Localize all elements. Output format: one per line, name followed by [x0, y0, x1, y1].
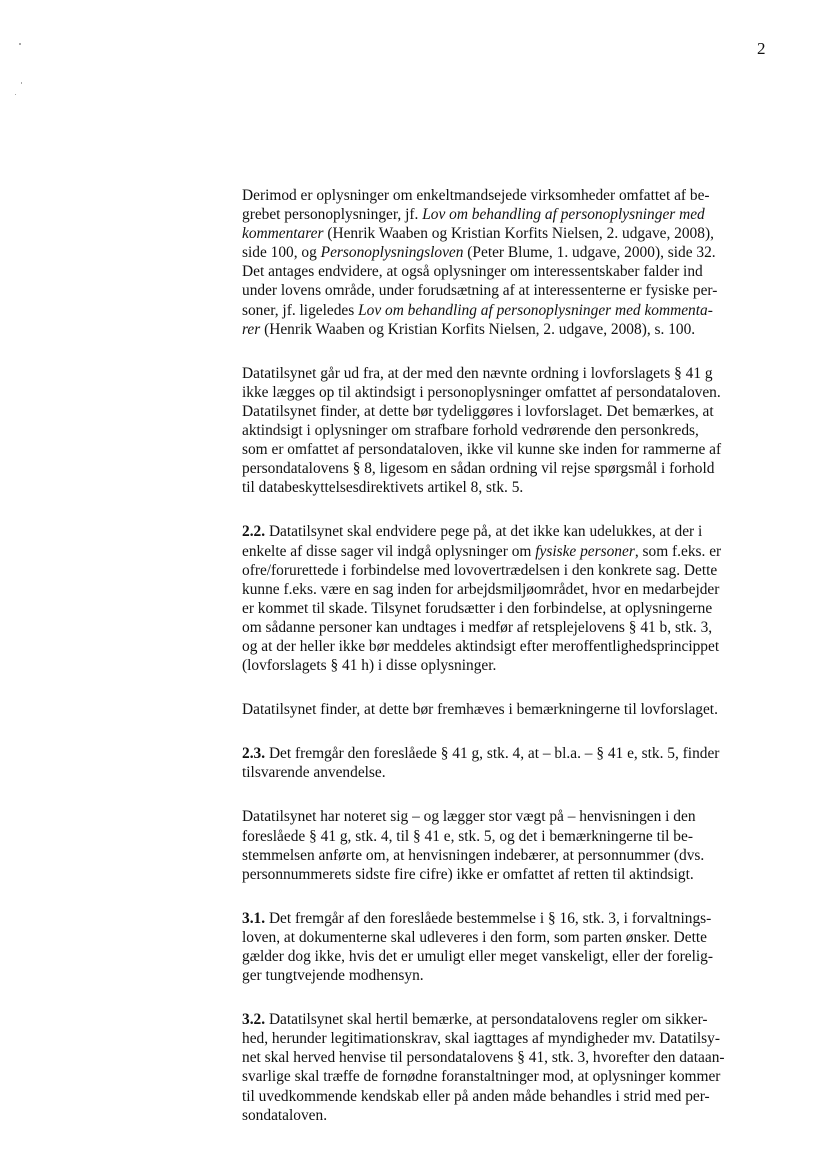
text-line	[242, 243, 772, 262]
text-line	[242, 928, 772, 947]
text-run: hed, herunder legitimationskrav, skal iagttages af myndigheder mv. Datatilsy-	[242, 1030, 720, 1048]
text-run: persondatalovens § 8, ligesom en sådan ordning vil rejse spørgsmål i forhold	[242, 460, 715, 478]
text-line	[242, 281, 772, 300]
text-line	[242, 656, 772, 675]
text-run: gælder dog ikke, hvis det er umuligt eller meget vanskeligt, eller der forelig-	[242, 948, 713, 965]
paragraph-p4	[242, 700, 772, 719]
text-run: net skal herved henvise til persondatalovens § 41, stk. 3, hvorefter den dataan-	[242, 1049, 725, 1067]
text-run: Datatilsynet skal hertil bemærke, at persondatalovens regler om sikker-	[265, 1011, 708, 1029]
scan-speck	[19, 43, 21, 45]
italic-citation: Personoplysningsloven	[320, 244, 464, 262]
text-run: og at der heller ikke bør meddeles aktindsigt efter meroffentlighedsprincippet	[242, 637, 720, 655]
section-number: 2.2.	[242, 523, 266, 541]
text-line	[242, 618, 772, 637]
text-run: er kommet til skade. Tilsynet forudsætter i den forbindelse, at oplysningerne	[242, 599, 713, 617]
paragraph-p1	[242, 186, 772, 339]
text-run: til databeskyttelsesdirektivets artikel 8, stk. 5.	[242, 479, 524, 497]
text-run: Det fremgår af den foreslåede bestemmelse i § 16, stk. 3, i forvaltnings-	[265, 909, 712, 927]
text-line	[242, 909, 772, 928]
text-line	[242, 700, 772, 719]
text-run: soner, jf. ligeledes	[242, 301, 359, 319]
text-run: personnummerets sidste fire cifre) ikke er omfattet af retten til aktindsigt.	[242, 865, 694, 883]
paragraph-p5	[242, 744, 772, 782]
text-line	[242, 364, 772, 383]
text-run: (Peter Blume, 1. udgave, 2000), side 32.	[463, 244, 716, 262]
text-run: (Henrik Waaben og Kristian Korfits Nielsen, 2. udgave, 2008), s. 100.	[260, 320, 696, 338]
text-line	[242, 1048, 772, 1067]
text-run: svarlige skal træffe de fornødne foranstaltninger mod, at oplysninger kommer	[242, 1068, 721, 1086]
italic-citation: Lov om behandling af personoplysninger med	[422, 206, 705, 224]
text-line	[242, 865, 772, 884]
text-line	[242, 522, 772, 541]
text-line	[242, 1029, 772, 1048]
text-line	[242, 320, 772, 339]
page-number: 2	[757, 39, 766, 58]
paragraph-p2	[242, 364, 772, 498]
text-line	[242, 440, 772, 459]
text-run: om sådanne personer kan undtages i medfør af retsplejelovens § 41 b, stk. 3,	[242, 618, 713, 636]
section-number: 3.2.	[242, 1011, 266, 1029]
text-run: Datatilsynet har noteret sig – og lægger stor vægt på – henvisningen i den	[242, 808, 696, 826]
text-run: , som f.eks. er	[634, 542, 722, 560]
text-line	[242, 205, 772, 224]
text-line	[242, 542, 772, 561]
text-run: Datatilsynet går ud fra, at der med den nævnte ordning i lovforslagets § 41 g	[242, 364, 713, 382]
scan-speck	[21, 82, 22, 84]
italic-citation: kommentarer	[242, 225, 324, 243]
text-line	[242, 846, 772, 865]
text-run: tilsvarende anvendelse.	[242, 764, 386, 782]
paragraph-p8	[242, 1010, 772, 1125]
text-line	[242, 224, 772, 243]
text-line	[242, 421, 772, 440]
text-line	[242, 383, 772, 402]
text-line	[242, 459, 772, 478]
text-line	[242, 827, 772, 846]
paragraph-p7	[242, 909, 772, 985]
text-line	[242, 599, 772, 618]
italic-citation: Lov om behandling af personoplysninger med kommenta-	[358, 301, 713, 319]
text-run: grebet personoplysninger, jf.	[242, 206, 423, 224]
text-line	[242, 1010, 772, 1029]
text-run: aktindsigt i oplysninger om strafbare forhold vedrørende den personkreds,	[242, 422, 699, 440]
text-line	[242, 561, 772, 580]
text-run: under lovens område, under forudsætning af at interessenterne er fysiske per-	[242, 282, 718, 300]
document-body	[242, 186, 772, 1150]
text-run: Det antages endvidere, at også oplysninger om interessentskaber falder ind	[242, 263, 703, 281]
text-run: Datatilsynet finder, at dette bør tydeliggøres i lovforslaget. Det bemærkes, at	[242, 402, 714, 420]
text-line	[242, 1087, 772, 1106]
text-line	[242, 402, 772, 421]
text-line	[242, 744, 772, 763]
text-run: Det fremgår den foreslåede § 41 g, stk. 4, at – bl.a. – § 41 e, stk. 5, finder	[265, 745, 720, 763]
text-line	[242, 186, 772, 205]
paragraph-p3	[242, 522, 772, 675]
italic-citation: rer	[242, 320, 261, 338]
text-line	[242, 807, 772, 826]
text-line	[242, 1106, 772, 1125]
text-line	[242, 580, 772, 599]
text-line	[242, 262, 772, 281]
section-number: 2.3.	[242, 745, 266, 763]
text-run: Datatilsynet finder, at dette bør fremhæves i bemærkningerne til lovforslaget.	[242, 701, 718, 719]
text-run: enkelte af disse sager vil indgå oplysninger om	[242, 542, 536, 560]
text-line	[242, 1067, 772, 1086]
italic-citation: fysiske personer	[535, 542, 635, 560]
text-line	[242, 301, 772, 320]
text-run: stemmelsen anførte om, at henvisningen indebærer, at personnummer (dvs.	[242, 846, 705, 864]
text-run: ofre/forurettede i forbindelse med lovovertrædelsen i den konkrete sag. Dette	[242, 561, 718, 579]
text-run: sondataloven.	[242, 1106, 328, 1124]
text-run: ger tungtvejende modhensyn.	[242, 967, 424, 985]
text-run: Datatilsynet skal endvidere pege på, at det ikke kan udelukkes, at der i	[265, 523, 703, 541]
text-run: til uvedkommende kendskab eller på anden måde behandles i strid med per-	[242, 1087, 710, 1105]
section-number: 3.1.	[242, 909, 266, 927]
text-line	[242, 763, 772, 782]
text-run: ikke lægges op til aktindsigt i personoplysninger omfattet af persondataloven.	[242, 383, 721, 401]
text-run: foreslåede § 41 g, stk. 4, til § 41 e, stk. 5, og det i bemærkningerne til be-	[242, 827, 693, 845]
text-run: som er omfattet af persondataloven, ikke vil kunne ske inden for rammerne af	[242, 441, 722, 459]
text-run: kunne f.eks. være en sag inden for arbejdsmiljøområdet, hvor en medarbejder	[242, 580, 720, 598]
paragraph-p6	[242, 807, 772, 883]
text-line	[242, 637, 772, 656]
text-line	[242, 478, 772, 497]
text-run: (Henrik Waaben og Kristian Korfits Nielsen, 2. udgave, 2008),	[323, 225, 714, 243]
text-line	[242, 947, 772, 966]
text-run: loven, at dokumenterne skal udleveres i den form, som parten ønsker. Dette	[242, 928, 708, 946]
scan-speck	[15, 94, 16, 95]
text-run: (lovforslagets § 41 h) i disse oplysninger.	[242, 657, 497, 675]
text-run: Derimod er oplysninger om enkeltmandsejede virksomheder omfattet af be-	[242, 187, 710, 204]
text-run: side 100, og	[242, 244, 321, 262]
text-line	[242, 966, 772, 985]
